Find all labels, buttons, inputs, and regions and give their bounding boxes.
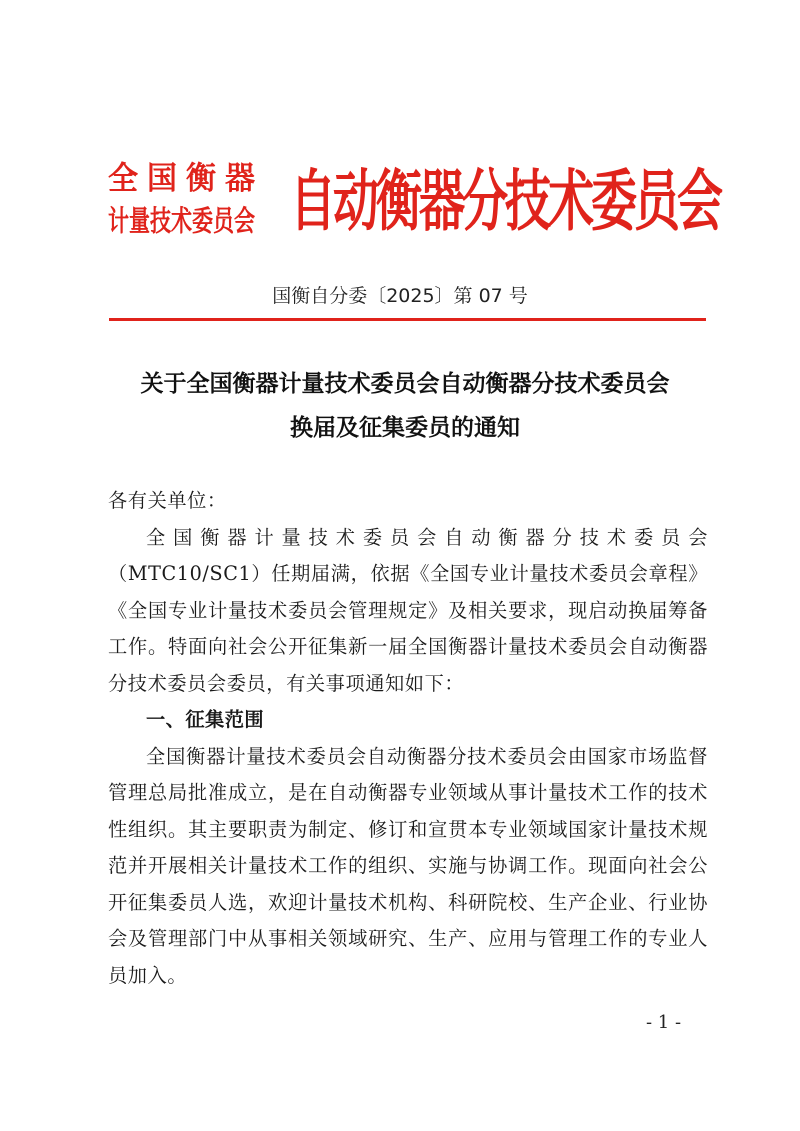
document-body [108, 483, 708, 994]
body-paragraph-2: 全国衡器计量技术委员会自动衡器分技术委员会由国家市场监督管理总局批准成立，是在自动衡器专业领域从事计量技术工作的技术性组织。其主要职责为制定、修订和宣贯本专业领域国家计量技术规范并开展相关计量技术工作的组织、实施与协调工作。现面向社会公开征集委员人选，欢迎计量技术机构、科研院校、生产企业、行业协会及管理部门中从事相关领域研究、生产、应用与管理工作的专业人员加入。 [108, 744, 708, 987]
letterhead-org-line1: 全国衡器 [108, 160, 264, 197]
document-title-line2: 换届及征集委员的通知 [290, 414, 520, 441]
letterhead-committee-name: 自动衡器分技术委员会 [290, 161, 720, 241]
red-divider-line [109, 318, 706, 321]
letterhead [108, 160, 720, 242]
section-heading-scope: 一、征集范围 [146, 708, 265, 731]
salutation: 各有关单位： [108, 489, 227, 512]
body-paragraph-1: 全国衡器计量技术委员会自动衡器分技术委员会（MTC10/SC1）任期届满，依据《全国专业计量技术委员会章程》《全国专业计量技术委员会管理规定》及相关要求，现启动换届筹备工作。特面向社会公开征集新一届全国衡器计量技术委员会自动衡器分技术委员会委员，有关事项通知如下： [108, 525, 708, 695]
document-title-line1: 关于全国衡器计量技术委员会自动衡器分技术委员会 [140, 370, 670, 397]
document-number: 国衡自分委〔2025〕第 07 号 [272, 285, 528, 307]
letterhead-org-line2: 计量技术委员会 [108, 204, 255, 238]
page-number: - 1 - [646, 1012, 682, 1033]
document-title [100, 362, 710, 450]
